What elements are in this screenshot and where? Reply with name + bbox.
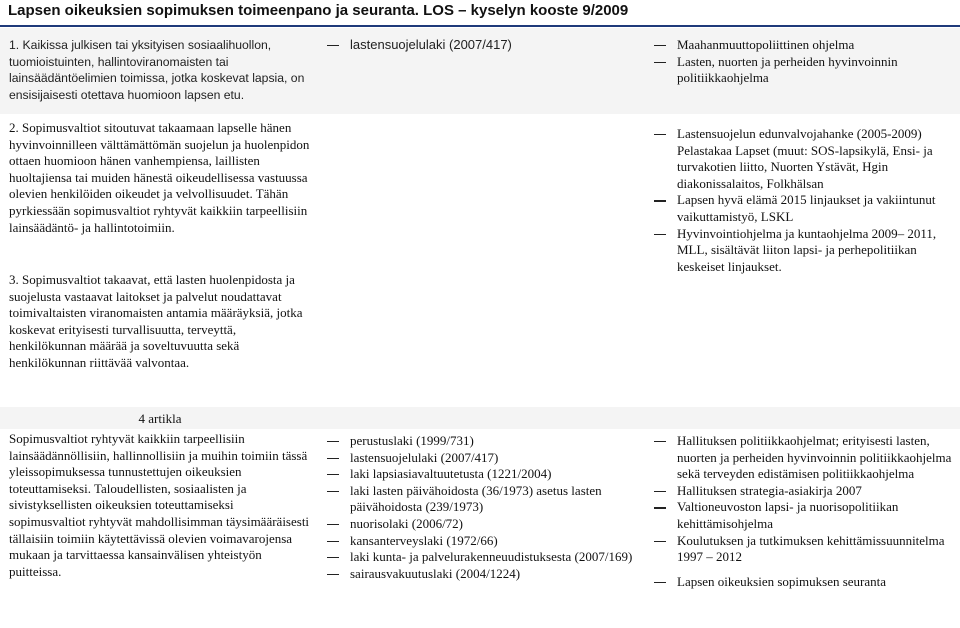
law-item: kansanterveyslaki (1972/66) [326, 533, 636, 550]
article4-text: Sopimusvaltiot ryhtyvät kaikkiin tarpeellisiin lainsäädännöllisiin, hallinnollisiin ja muihin toimiin tässä yleissopimuksessa tunnustettujen oikeuksien toteuttamiseksi. Taloudellisten, sosiaalisten ja sivistyksellisten oikeuksien toteuttamiseksi sopimusvaltiot ryhtyvät mahdollisimman täysimääräisesti tällaisiin toimiin käytettävissä olevien voimavarojensa mukaan ja tarvittaessa kansainvälisen yhteistyön puitteissa. [9, 431, 310, 579]
program-item: Lapsen oikeuksien sopimuksen seuranta [653, 574, 953, 591]
program-item: Hallituksen strategia-asiakirja 2007 [653, 483, 953, 500]
law-item: sairausvakuutuslaki (2004/1224) [326, 566, 636, 583]
law-item: lastensuojelulaki (2007/417) [326, 450, 636, 467]
program-item: Lapsen hyvä elämä 2015 linjaukset ja vakiintunut vaikuttamistyö, LSKL [653, 192, 953, 225]
title-divider [0, 25, 960, 27]
program-item: Hallituksen politiikkaohjelmat; erityisesti lasten, nuorten ja perheiden hyvinvoinnin politiikkaohjelma sekä terveyden edistämisen politiikkaohjelma [653, 433, 953, 483]
page-title: Lapsen oikeuksien sopimuksen toimeenpano ja seuranta. LOS – kyselyn kooste 9/2009 [8, 2, 629, 19]
program-item: Koulutuksen ja tutkimuksen kehittämissuunnitelma 1997 – 2012 [653, 533, 953, 566]
law-item: lastensuojelulaki (2007/417) [326, 37, 636, 54]
program-item: Hyvinvointiohjelma ja kuntaohjelma 2009– 2011, MLL, sisältävät liiton lapsi- ja perhepolitiikan keskeiset linjaukset. [653, 226, 953, 276]
article3-text: 3. Sopimusvaltiot takaavat, että lasten huolenpidosta ja suojelusta vastaavat laitokset ja palvelut noudattavat toimivaltaisten viranomaisten antamia määräyksiä, jotka koskevat erityisesti turvallisuutta, terveyttä, henkilökunnan määrää ja soveltuvuutta sekä henkilökunnan riittävää valvontaa. [9, 272, 303, 370]
law-item: laki kunta- ja palvelurakenneuudistuksesta (2007/169) [326, 549, 636, 566]
law-item: laki lapsiasiavaltuutetusta (1221/2004) [326, 466, 636, 483]
law-item: laki lasten päivähoidosta (36/1973) asetus lasten päivähoidosta (239/1973) [326, 483, 636, 516]
section1-laws [326, 37, 636, 54]
program-item: Lasten, nuorten ja perheiden hyvinvoinnin politiikkaohjelma [653, 54, 953, 87]
article1-text: 1. Kaikissa julkisen tai yksityisen sosiaalihuollon, tuomioistuinten, hallintoviranomaisten tai lainsäädäntöelimien toimissa, jotka koskevat lapsia, on ensisijaisesti otettava huomioon lapsen etu. [9, 38, 305, 102]
law-item: perustuslaki (1999/731) [326, 433, 636, 450]
section2-laws [326, 433, 636, 582]
program-item: Valtioneuvoston lapsi- ja nuorisopolitiikan kehittämisohjelma [653, 499, 953, 532]
program-item: Maahanmuuttopoliittinen ohjelma [653, 37, 953, 54]
article4-heading: 4 artikla [138, 411, 182, 426]
article2-text: 2. Sopimusvaltiot sitoutuvat takaamaan lapselle hänen hyvinvoinnilleen välttämättömän suojelun ja huolenpidon ottaen huomioon hänen vanhempiensa, laillisten huoltajiensa tai muiden hänestä oikeudellisessa vastuussa olevien henkilöiden oikeudet ja velvollisuudet. Tähän pyrkiessään sopimusvaltiot ryhtyvät kaikkiin tarpeellisiin lainsäädäntö- ja hallintotoimiin. [9, 120, 310, 235]
law-item: nuorisolaki (2006/72) [326, 516, 636, 533]
section1-programs-upper [653, 37, 953, 87]
list-spacer [653, 566, 953, 574]
section1-programs-lower [653, 126, 953, 275]
section2-programs [653, 433, 953, 590]
program-item: Lastensuojelun edunvalvojahanke (2005-2009) Pelastakaa Lapset (muut: SOS-lapsikylä, Ensi- ja turvakotien liitto, Nuorten Ystävät, Hgin diakonissalaitos, Folkhälsan [653, 126, 953, 192]
